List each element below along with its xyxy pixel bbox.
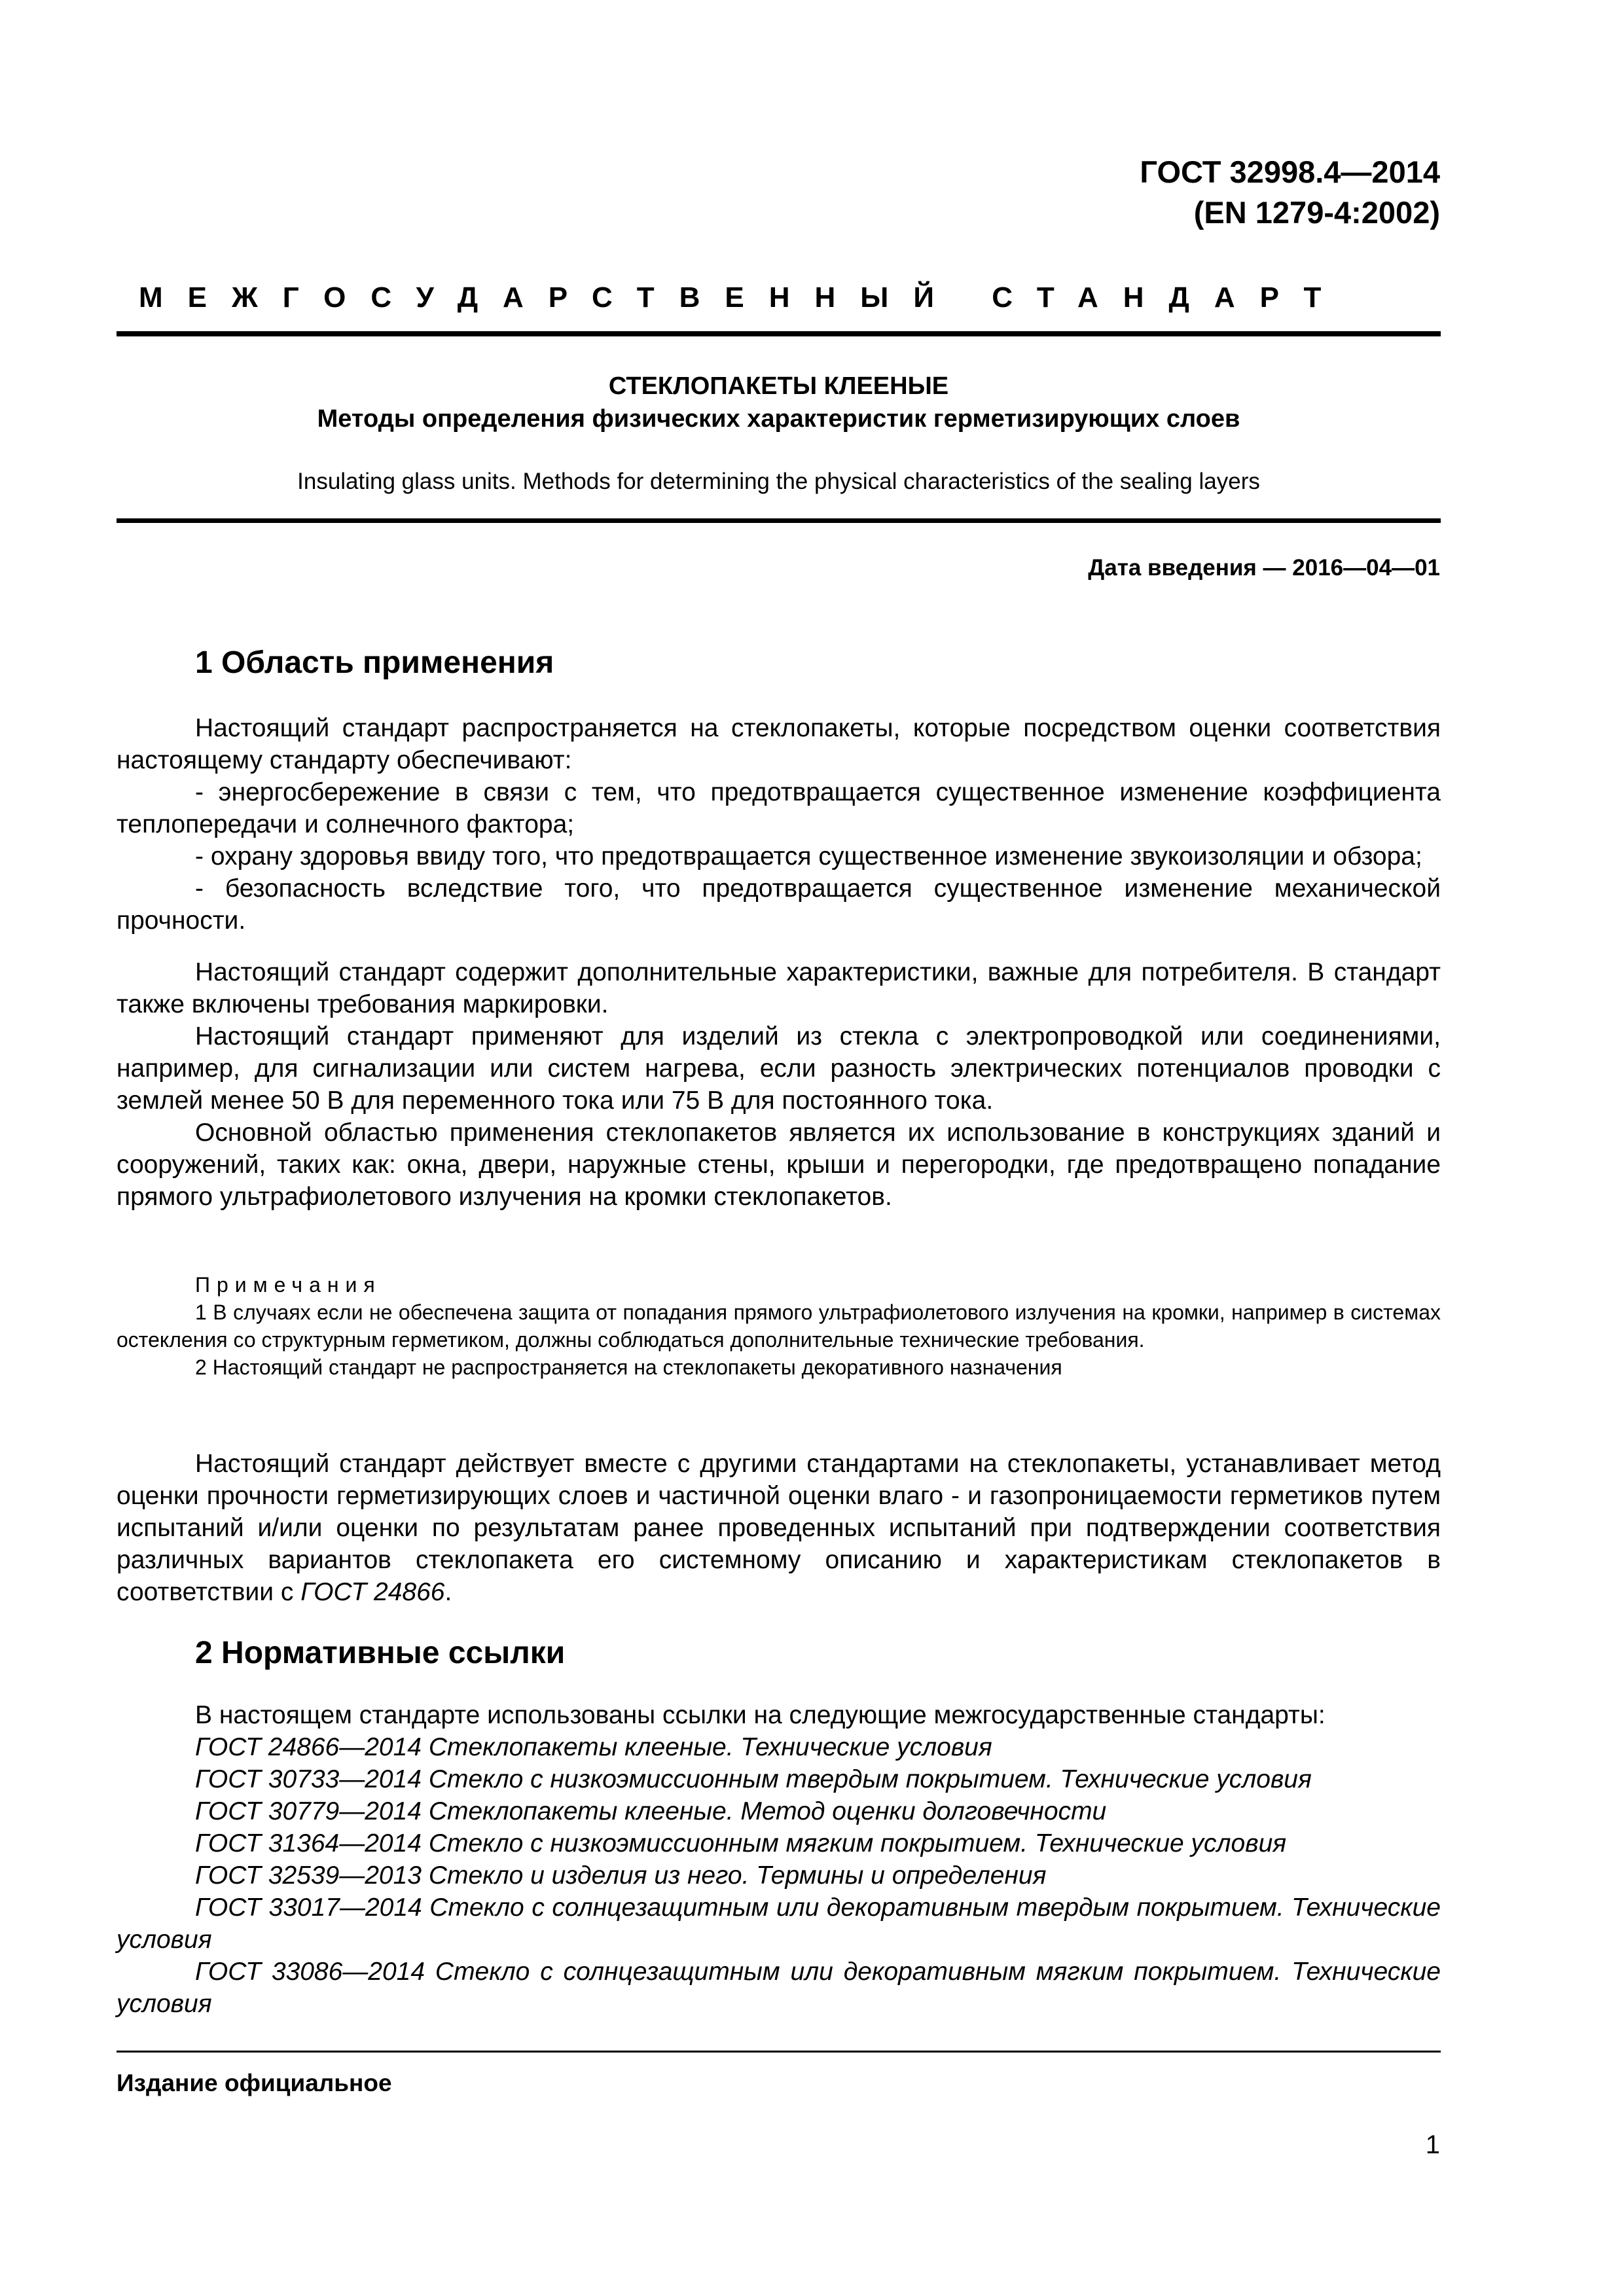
official-edition-label: Издание официальное	[117, 2070, 392, 2096]
paragraph-text: Настоящий стандарт действует вместе с другими стандартами на стеклопакеты, устанавливает метод оценки прочности герметизирующих слоев и частичной оценки влаго - и газопроницаемости герметиков путем испытаний и/или оценки по результатам ранее проведенных испытаний при подтверждении соответствия различных вариантов стеклопакета его системному описанию и характеристикам стеклопакетов в соответствии с	[117, 1450, 1441, 1606]
note-1: 1 В случаях если не обеспечена защита от попадания прямого ультрафиолетового излучения на кромки, например в системах остекления со структурным герметиком, должны соблюдаться дополнительные технические требования.	[117, 1300, 1441, 1352]
page-number: 1	[1425, 2130, 1440, 2159]
paragraph: Настоящий стандарт содержит дополнительные характеристики, важные для потребителя. В стандарт также включены требования маркировки.	[117, 958, 1441, 1018]
standard-type: МЕЖГОСУДАРСТВЕННЫЙ СТАНДАРТ	[139, 281, 1346, 314]
references-list	[117, 1699, 1441, 2020]
header-rule	[117, 331, 1441, 336]
reference-item: ГОСТ 33017—2014 Стекло с солнцезащитным или декоративным твердым покрытием. Технические условия	[117, 1893, 1441, 1954]
reference-item: ГОСТ 30779—2014 Стеклопакеты клееные. Метод оценки долговечности	[195, 1797, 1107, 1825]
paragraph: Основной областью применения стеклопакетов является их использование в конструкциях зданий и сооружений, таких как: окна, двери, наружные стены, крыши и перегородки, где предотвращено попадание прямого ультрафиолетового излучения на кромки стеклопакетов.	[117, 1119, 1441, 1211]
standard-code-line1: ГОСТ 32998.4—2014	[1140, 154, 1440, 189]
notes-block	[117, 1271, 1441, 1381]
references-intro: В настоящем стандарте использованы ссылки на следующие межгосударственные стандарты:	[195, 1701, 1326, 1729]
section-1-heading: 1 Область применения	[195, 645, 554, 680]
section-1-final-paragraph	[117, 1448, 1441, 1608]
paragraph-end: .	[444, 1578, 452, 1606]
reference-item: ГОСТ 30733—2014 Стекло с низкоэмиссионным твердым покрытием. Технические условия	[195, 1765, 1312, 1793]
bullet-item: - безопасность вследствие того, что предотвращается существенное изменение механической прочности.	[117, 874, 1441, 935]
title-rule	[117, 518, 1441, 523]
paragraph: Настоящий стандарт распространяется на стеклопакеты, которые посредством оценки соответствия настоящему стандарту обеспечивают:	[117, 714, 1441, 774]
reference-item: ГОСТ 31364—2014 Стекло с низкоэмиссионным мягким покрытием. Технические условия	[195, 1829, 1287, 1857]
document-subtitle: Методы определения физических характеристик герметизирующих слоев	[317, 405, 1240, 433]
bullet-item: - охрану здоровья ввиду того, что предотвращается существенное изменение звукоизоляции и обзора;	[195, 842, 1422, 870]
standard-code-line2: (EN 1279-4:2002)	[1193, 195, 1440, 230]
note-2: 2 Настоящий стандарт не распространяется на стеклопакеты декоративного назначения	[195, 1355, 1062, 1379]
standard-code	[1140, 152, 1440, 233]
section-1-body	[117, 712, 1441, 1213]
introduction-date: Дата введения — 2016—04—01	[1088, 555, 1440, 581]
footer-rule	[117, 2051, 1441, 2053]
paragraph: Настоящий стандарт применяют для изделий из стекла с электропроводкой или соединениями, например, для сигнализации или систем нагрева, если разность электрических потенциалов проводки с землей менее 50 В для переменного тока или 75 В для постоянного тока.	[117, 1022, 1441, 1115]
english-title: Insulating glass units. Methods for determining the physical characteristics of the sealing layers	[297, 469, 1260, 494]
document-title-block	[117, 370, 1441, 498]
reference-item: ГОСТ 33086—2014 Стекло с солнцезащитным или декоративным мягким покрытием. Технические условия	[117, 1958, 1441, 2018]
section-2-heading: 2 Нормативные ссылки	[195, 1636, 566, 1670]
paragraph	[117, 1448, 1441, 1608]
notes-title: Примечания	[195, 1273, 382, 1297]
bullet-item: - энергосбережение в связи с тем, что предотвращается существенное изменение коэффициента теплопередачи и солнечного фактора;	[117, 778, 1441, 838]
reference-item: ГОСТ 32539—2013 Стекло и изделия из него. Термины и определения	[195, 1861, 1047, 1890]
reference-item: ГОСТ 24866—2014 Стеклопакеты клееные. Технические условия	[195, 1733, 992, 1761]
standard-reference: ГОСТ 24866	[300, 1578, 445, 1606]
document-title: СТЕКЛОПАКЕТЫ КЛЕЕНЫЕ	[608, 372, 949, 400]
